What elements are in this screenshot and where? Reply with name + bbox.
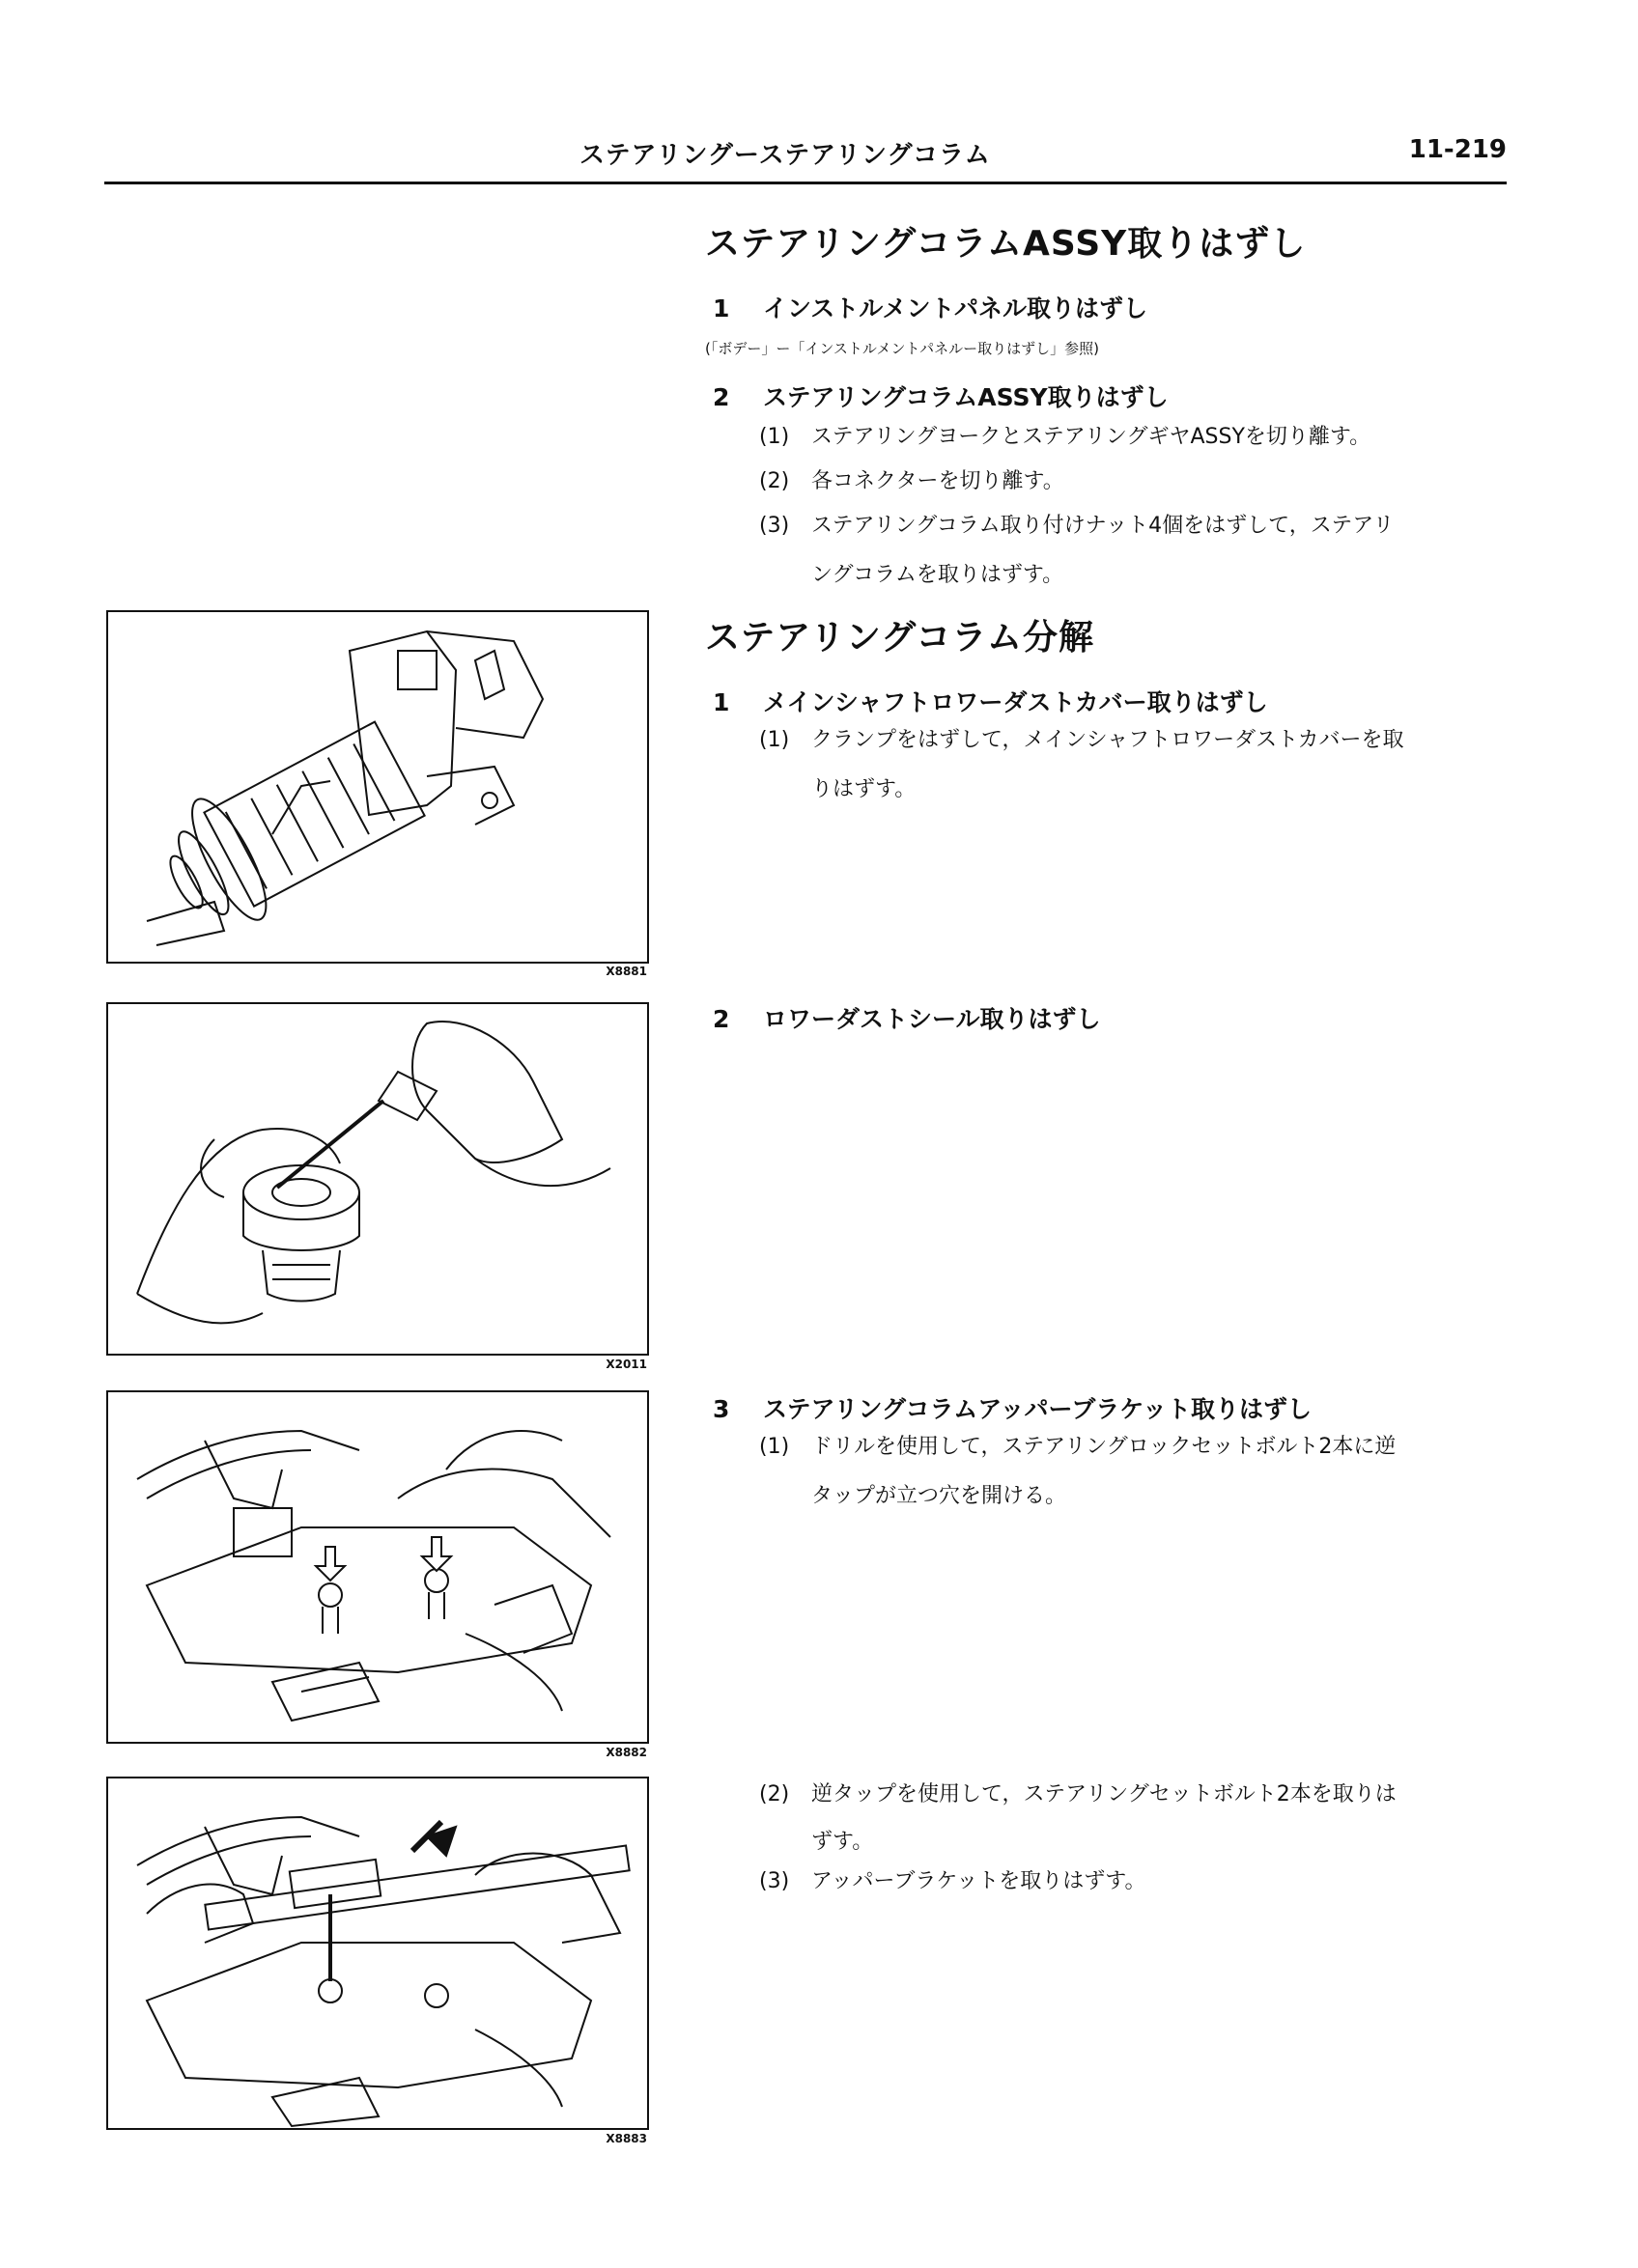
substep-text: ステアリングコラム取り付けナット4個をはずして，ステアリ xyxy=(811,514,1395,538)
substep-number: (3) xyxy=(759,1869,790,1893)
disassembly-step-1 xyxy=(713,684,1268,718)
substep-text: ステアリングヨークとステアリングギヤASSYを切り離す。 xyxy=(811,425,1371,449)
step-label: メインシャフトロワーダストカバー取りはずし xyxy=(763,688,1268,716)
removal-substep-2 xyxy=(759,467,1064,496)
substep-number: (3) xyxy=(759,514,790,538)
substep-text: クランプをはずして，メインシャフトロワーダストカバーを取 xyxy=(811,728,1404,752)
figure-reverse-tap xyxy=(106,1777,649,2130)
removal-step-1-reference-note: (「ボデー」ー「インストルメントパネルー取りはずし」参照) xyxy=(705,340,1100,357)
substep-text: アッパーブラケットを取りはずす。 xyxy=(811,1869,1146,1893)
figure-dust-cover xyxy=(106,610,649,964)
disassembly-step-2 xyxy=(713,1000,1101,1035)
substep-number: (1) xyxy=(759,425,790,449)
section-title-disassembly: ステアリングコラム分解 xyxy=(705,618,1095,658)
figure-caption-4: X8883 xyxy=(606,2132,647,2145)
screwdriver-dust-seal-illustration xyxy=(108,1004,647,1354)
disassembly-step-3-substep-3 xyxy=(759,1867,1146,1896)
figure-caption-3: X8882 xyxy=(606,1746,647,1759)
removal-step-2 xyxy=(713,378,1169,413)
disassembly-step-3-substep-1-continuation: タップが立つ穴を開ける。 xyxy=(811,1484,1067,1508)
step-label: ロワーダストシール取りはずし xyxy=(763,1005,1101,1033)
substep-text: 各コネクターを切り離す。 xyxy=(811,469,1064,493)
substep-text: 逆タップを使用して，ステアリングセットボルト2本を取りは xyxy=(811,1782,1397,1806)
step-number: 2 xyxy=(713,1005,730,1033)
step-label: インストルメントパネル取りはずし xyxy=(763,294,1148,322)
step-number: 1 xyxy=(713,294,730,322)
running-header-title: ステアリングーステアリングコラム xyxy=(579,141,991,170)
step-label: ステアリングコラムASSY取りはずし xyxy=(763,383,1169,411)
substep-number: (1) xyxy=(759,728,790,752)
substep-number: (2) xyxy=(759,1782,790,1806)
removal-substep-1 xyxy=(759,423,1370,452)
step-number: 2 xyxy=(713,383,730,411)
disassembly-step-1-substep-1 xyxy=(759,726,1403,755)
disassembly-step-3-substep-2 xyxy=(759,1780,1397,1809)
disassembly-step-3 xyxy=(713,1390,1312,1425)
figure-dust-seal xyxy=(106,1002,649,1356)
disassembly-step-3-substep-2-continuation: ずす。 xyxy=(811,1830,874,1854)
removal-substep-3 xyxy=(759,512,1394,541)
header-rule xyxy=(104,182,1507,184)
removal-step-1 xyxy=(713,290,1147,324)
page-number: 11-219 xyxy=(1408,135,1507,164)
step-label: ステアリングコラムアッパーブラケット取りはずし xyxy=(763,1395,1313,1423)
steering-column-dust-cover-illustration xyxy=(108,612,647,962)
figure-caption-2: X2011 xyxy=(606,1358,647,1371)
substep-number: (1) xyxy=(759,1435,790,1459)
figure-caption-1: X8881 xyxy=(606,965,647,978)
upper-bracket-bolts-illustration xyxy=(108,1392,647,1742)
figure-upper-bracket xyxy=(106,1390,649,1744)
disassembly-step-1-continuation: りはずす。 xyxy=(811,777,917,801)
step-number: 1 xyxy=(713,688,730,716)
step-number: 3 xyxy=(713,1395,730,1423)
removal-substep-3-continuation: ングコラムを取りはずす。 xyxy=(811,563,1064,587)
section-title-removal: ステアリングコラムASSY取りはずし xyxy=(705,224,1307,264)
substep-text: ドリルを使用して，ステアリングロックセットボルト2本に逆 xyxy=(811,1435,1397,1459)
reverse-tap-wrench-illustration xyxy=(108,1778,647,2128)
disassembly-step-3-substep-1 xyxy=(759,1433,1396,1462)
substep-number: (2) xyxy=(759,469,790,493)
